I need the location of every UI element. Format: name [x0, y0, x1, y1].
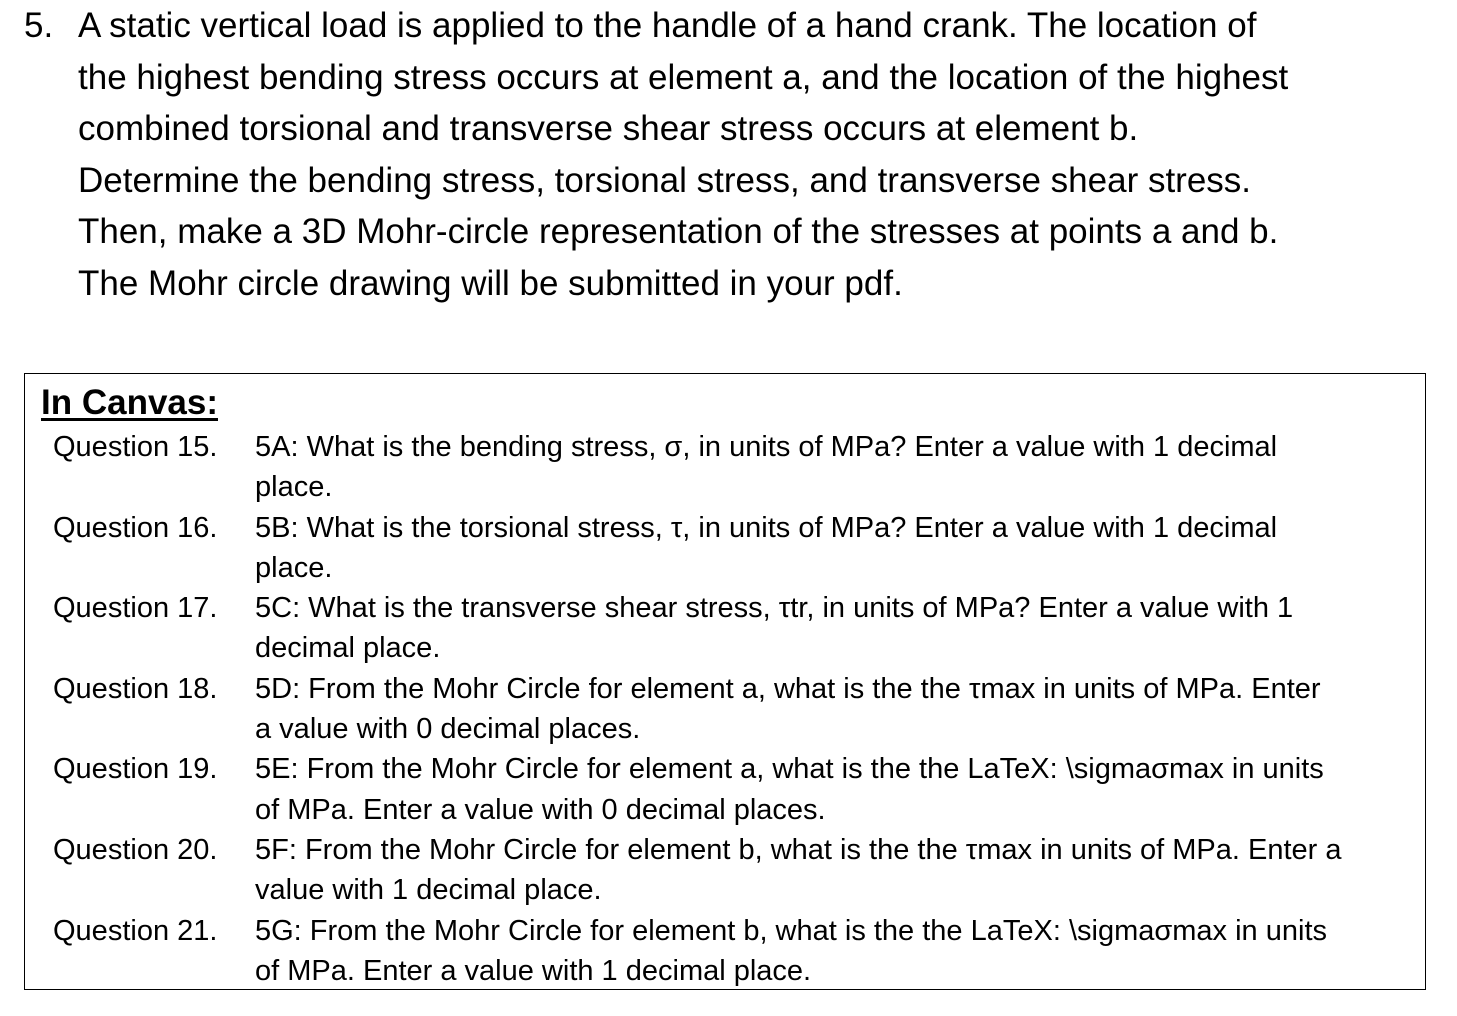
- question-label: Question 19.: [53, 753, 218, 786]
- question-label: Question 21.: [53, 914, 218, 947]
- question-line: place.: [255, 551, 333, 584]
- question-line: 5E: From the Mohr Circle for element a, what is the the LaTeX: \sigmaσmax in units: [255, 753, 1324, 786]
- problem-line: the highest bending stress occurs at element a, and the location of the highest: [78, 57, 1289, 97]
- question-text: [255, 508, 1415, 589]
- question-label: Question 17.: [53, 592, 218, 625]
- question-text: [255, 427, 1415, 508]
- question-text: [255, 830, 1415, 911]
- question-label: Question 18.: [53, 672, 218, 705]
- question-line: value with 1 decimal place.: [255, 874, 602, 907]
- question-line: 5F: From the Mohr Circle for element b, what is the the τmax in units of MPa. Enter a: [255, 834, 1342, 866]
- problem-line: Determine the bending stress, torsional stress, and transverse shear stress.: [78, 160, 1252, 200]
- canvas-heading: In Canvas:: [41, 383, 218, 422]
- question-line: 5B: What is the torsional stress, τ, in units of MPa? Enter a value with 1 decimal: [255, 511, 1278, 544]
- question-line: decimal place.: [255, 632, 441, 665]
- question-text: [255, 588, 1415, 669]
- question-line: a value with 0 decimal places.: [255, 713, 641, 746]
- question-text: [255, 749, 1415, 830]
- problem-line: A static vertical load is applied to the handle of a hand crank. The location of: [78, 6, 1257, 45]
- problem-number: 5.: [24, 6, 54, 45]
- question-text: [255, 669, 1415, 750]
- problem-line: Then, make a 3D Mohr-circle representation of the stresses at points a and b.: [78, 212, 1279, 251]
- question-line: of MPa. Enter a value with 0 decimal places.: [255, 793, 826, 826]
- question-text: [255, 911, 1415, 992]
- question-line: place.: [255, 471, 333, 504]
- question-line: 5G: From the Mohr Circle for element b, what is the the LaTeX: \sigmaσmax in units: [255, 914, 1327, 947]
- question-line: 5D: From the Mohr Circle for element a, what is the the τmax in units of MPa. Enter: [255, 672, 1321, 705]
- problem-line: combined torsional and transverse shear stress occurs at element b.: [78, 109, 1139, 148]
- question-label: Question 16.: [53, 511, 218, 544]
- question-line: 5C: What is the transverse shear stress, τtr, in units of MPa? Enter a value with 1: [255, 592, 1294, 625]
- canvas-questions-box: [24, 373, 1426, 990]
- problem-text: [78, 0, 1438, 309]
- question-line: of MPa. Enter a value with 1 decimal place.: [255, 954, 812, 987]
- problem-line: The Mohr circle drawing will be submitted in your pdf.: [78, 263, 903, 303]
- question-label: Question 20.: [53, 834, 218, 866]
- question-line: 5A: What is the bending stress, σ, in units of MPa? Enter a value with 1 decimal: [255, 431, 1278, 463]
- question-label: Question 15.: [53, 431, 218, 463]
